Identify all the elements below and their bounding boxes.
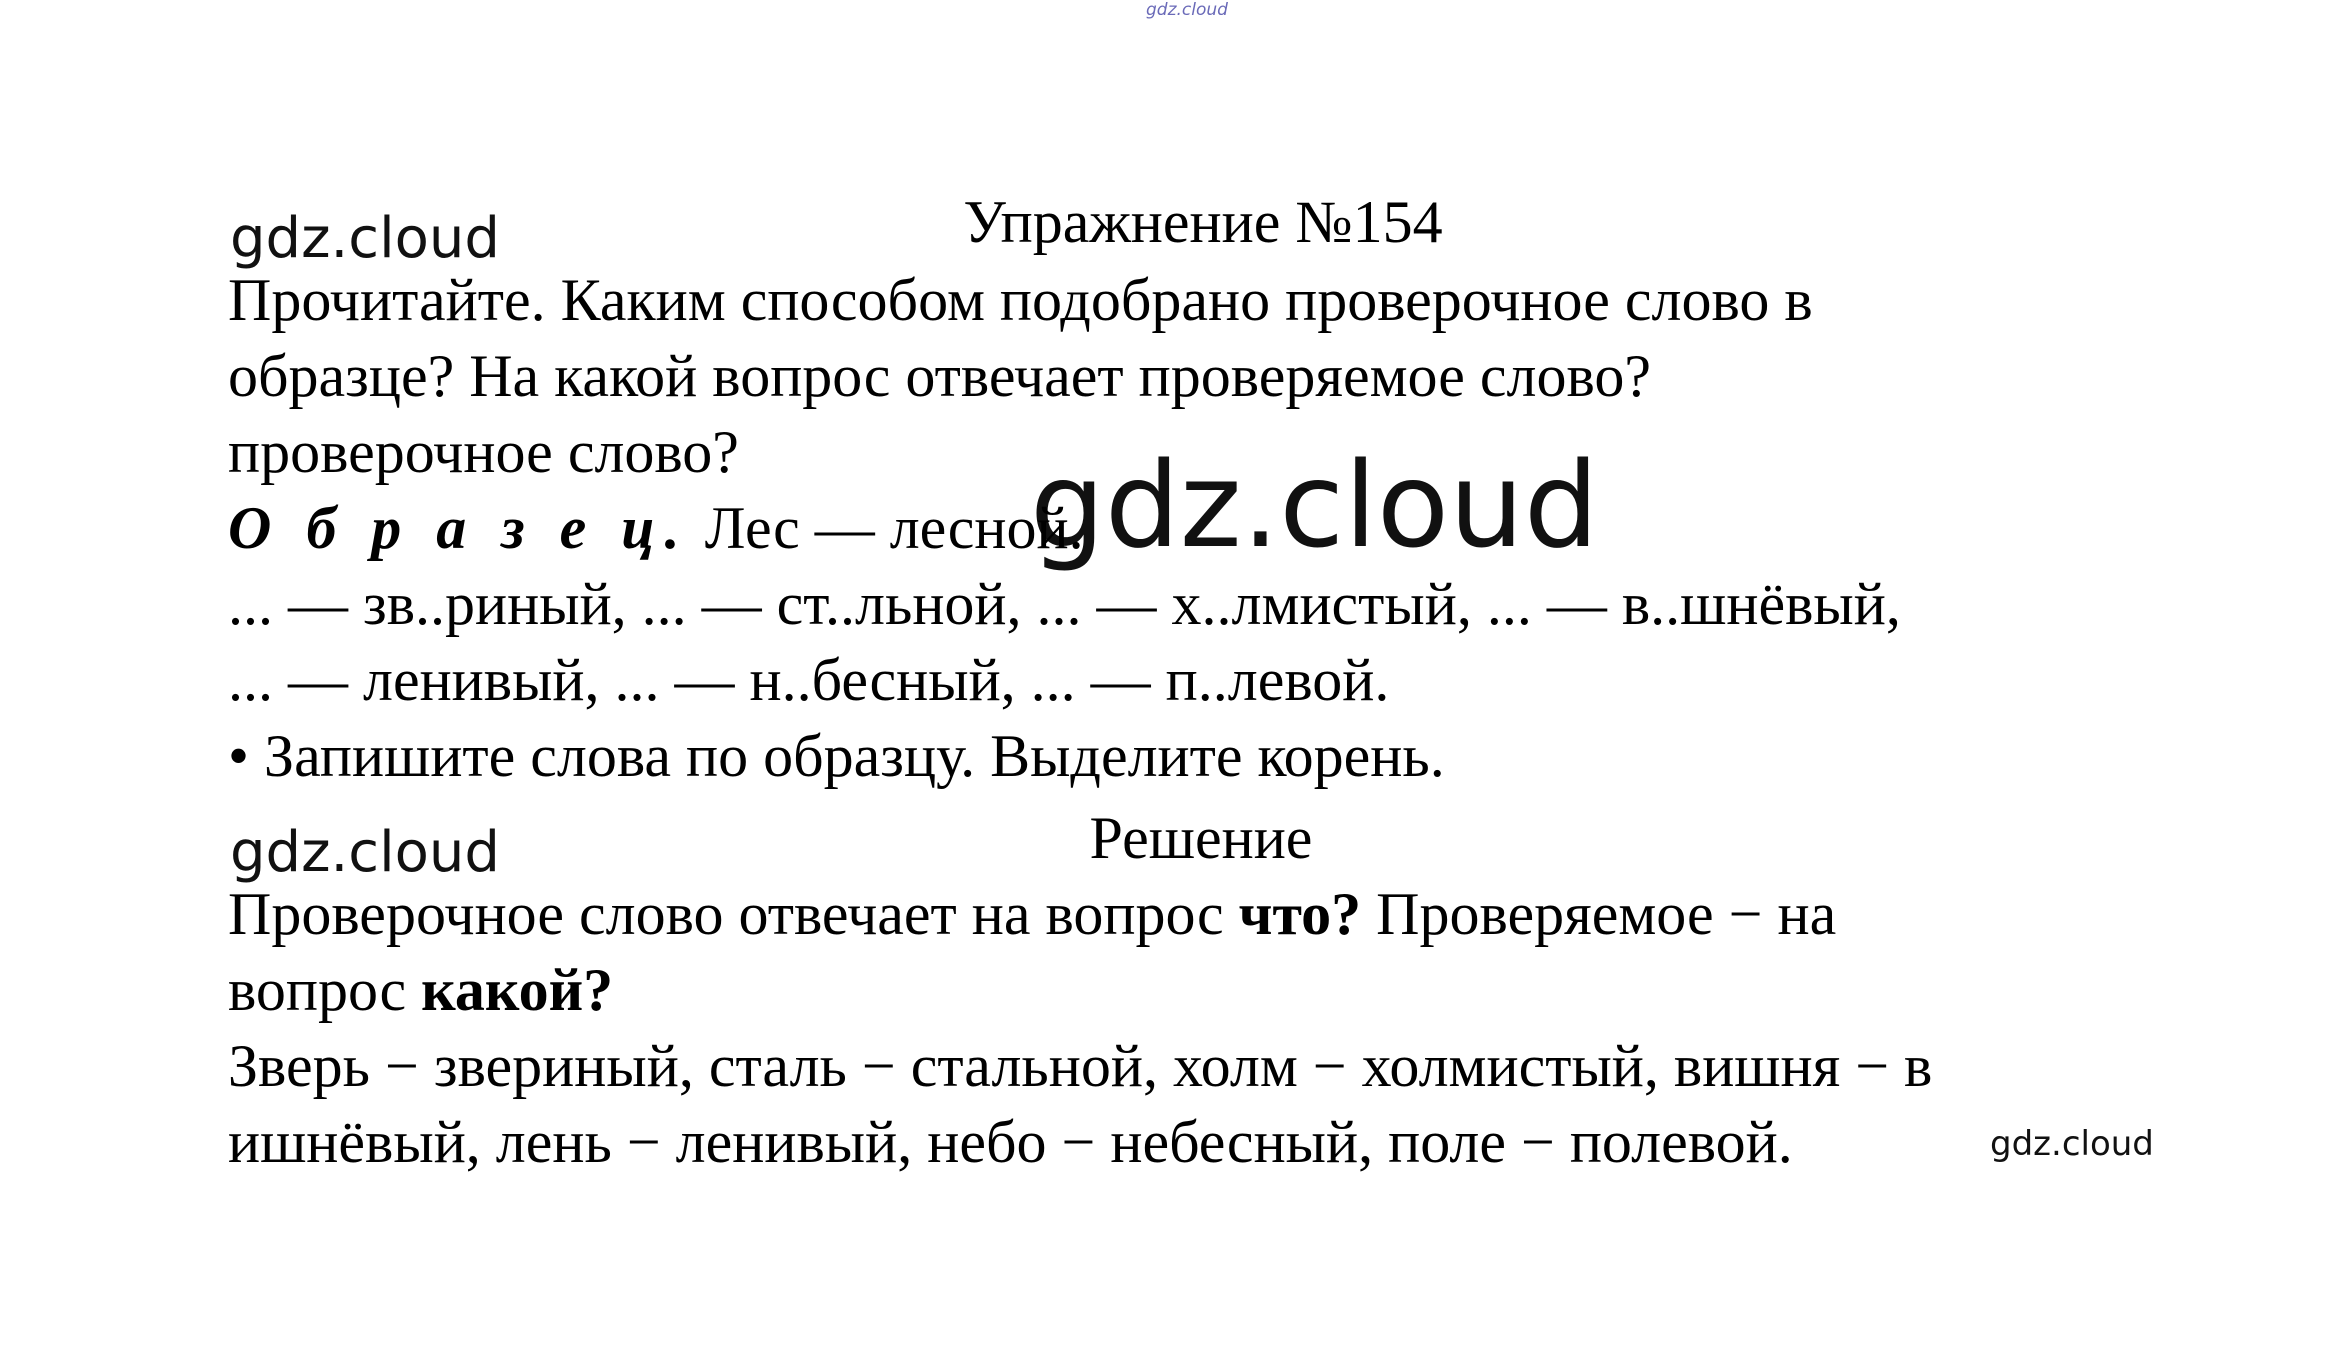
- solution-block: [228, 876, 1932, 1180]
- answer-line: Зверь − звериный, сталь − стальной, холм − холмистый, вишня − в: [228, 1033, 1933, 1099]
- watermark-top: gdz.cloud: [1146, 0, 1228, 20]
- answer-line: ишнёвый, лень − ленивый, небо − небесный, поле − полевой.: [228, 1109, 1793, 1175]
- task-line: проверочное слово?: [228, 419, 739, 485]
- solution-text: вопрос: [228, 957, 422, 1023]
- solution-line: [228, 876, 1932, 952]
- solution-bold: что?: [1238, 881, 1362, 947]
- sample-block: [228, 490, 1901, 794]
- exercise-title: Упражнение №154: [963, 189, 1443, 255]
- watermark-center: gdz.cloud: [1030, 436, 1599, 574]
- watermark-left-2: gdz.cloud: [230, 820, 500, 885]
- solution-heading: Решение: [1089, 805, 1313, 871]
- solution-text: Проверочное слово отвечает на вопрос: [228, 881, 1239, 947]
- watermark-left-1: gdz.cloud: [230, 206, 500, 271]
- sample-text: Лес — лесной.: [689, 495, 1084, 561]
- task-text: [228, 262, 1813, 490]
- sample-label: О б р а з е ц.: [228, 495, 690, 561]
- instruction-line: • Запишите слова по образцу. Выделите корень.: [228, 723, 1445, 789]
- watermark-end: gdz.cloud: [1990, 1124, 2154, 1164]
- sample-line: [228, 490, 1901, 566]
- task-line: Прочитайте. Каким способом подобрано проверочное слово в: [228, 267, 1813, 333]
- exercise-line: ... — ленивый, ... — н..бесный, ... — п..левой.: [228, 647, 1390, 713]
- solution-text: Проверяемое − на: [1361, 881, 1837, 947]
- task-line: образце? На какой вопрос отвечает проверяемое слово?: [228, 343, 1652, 409]
- solution-line: [228, 952, 1932, 1028]
- exercise-line: ... — зв..риный, ... — ст..льной, ... — х..лмистый, ... — в..шнёвый,: [228, 571, 1901, 637]
- solution-bold: какой?: [421, 957, 614, 1023]
